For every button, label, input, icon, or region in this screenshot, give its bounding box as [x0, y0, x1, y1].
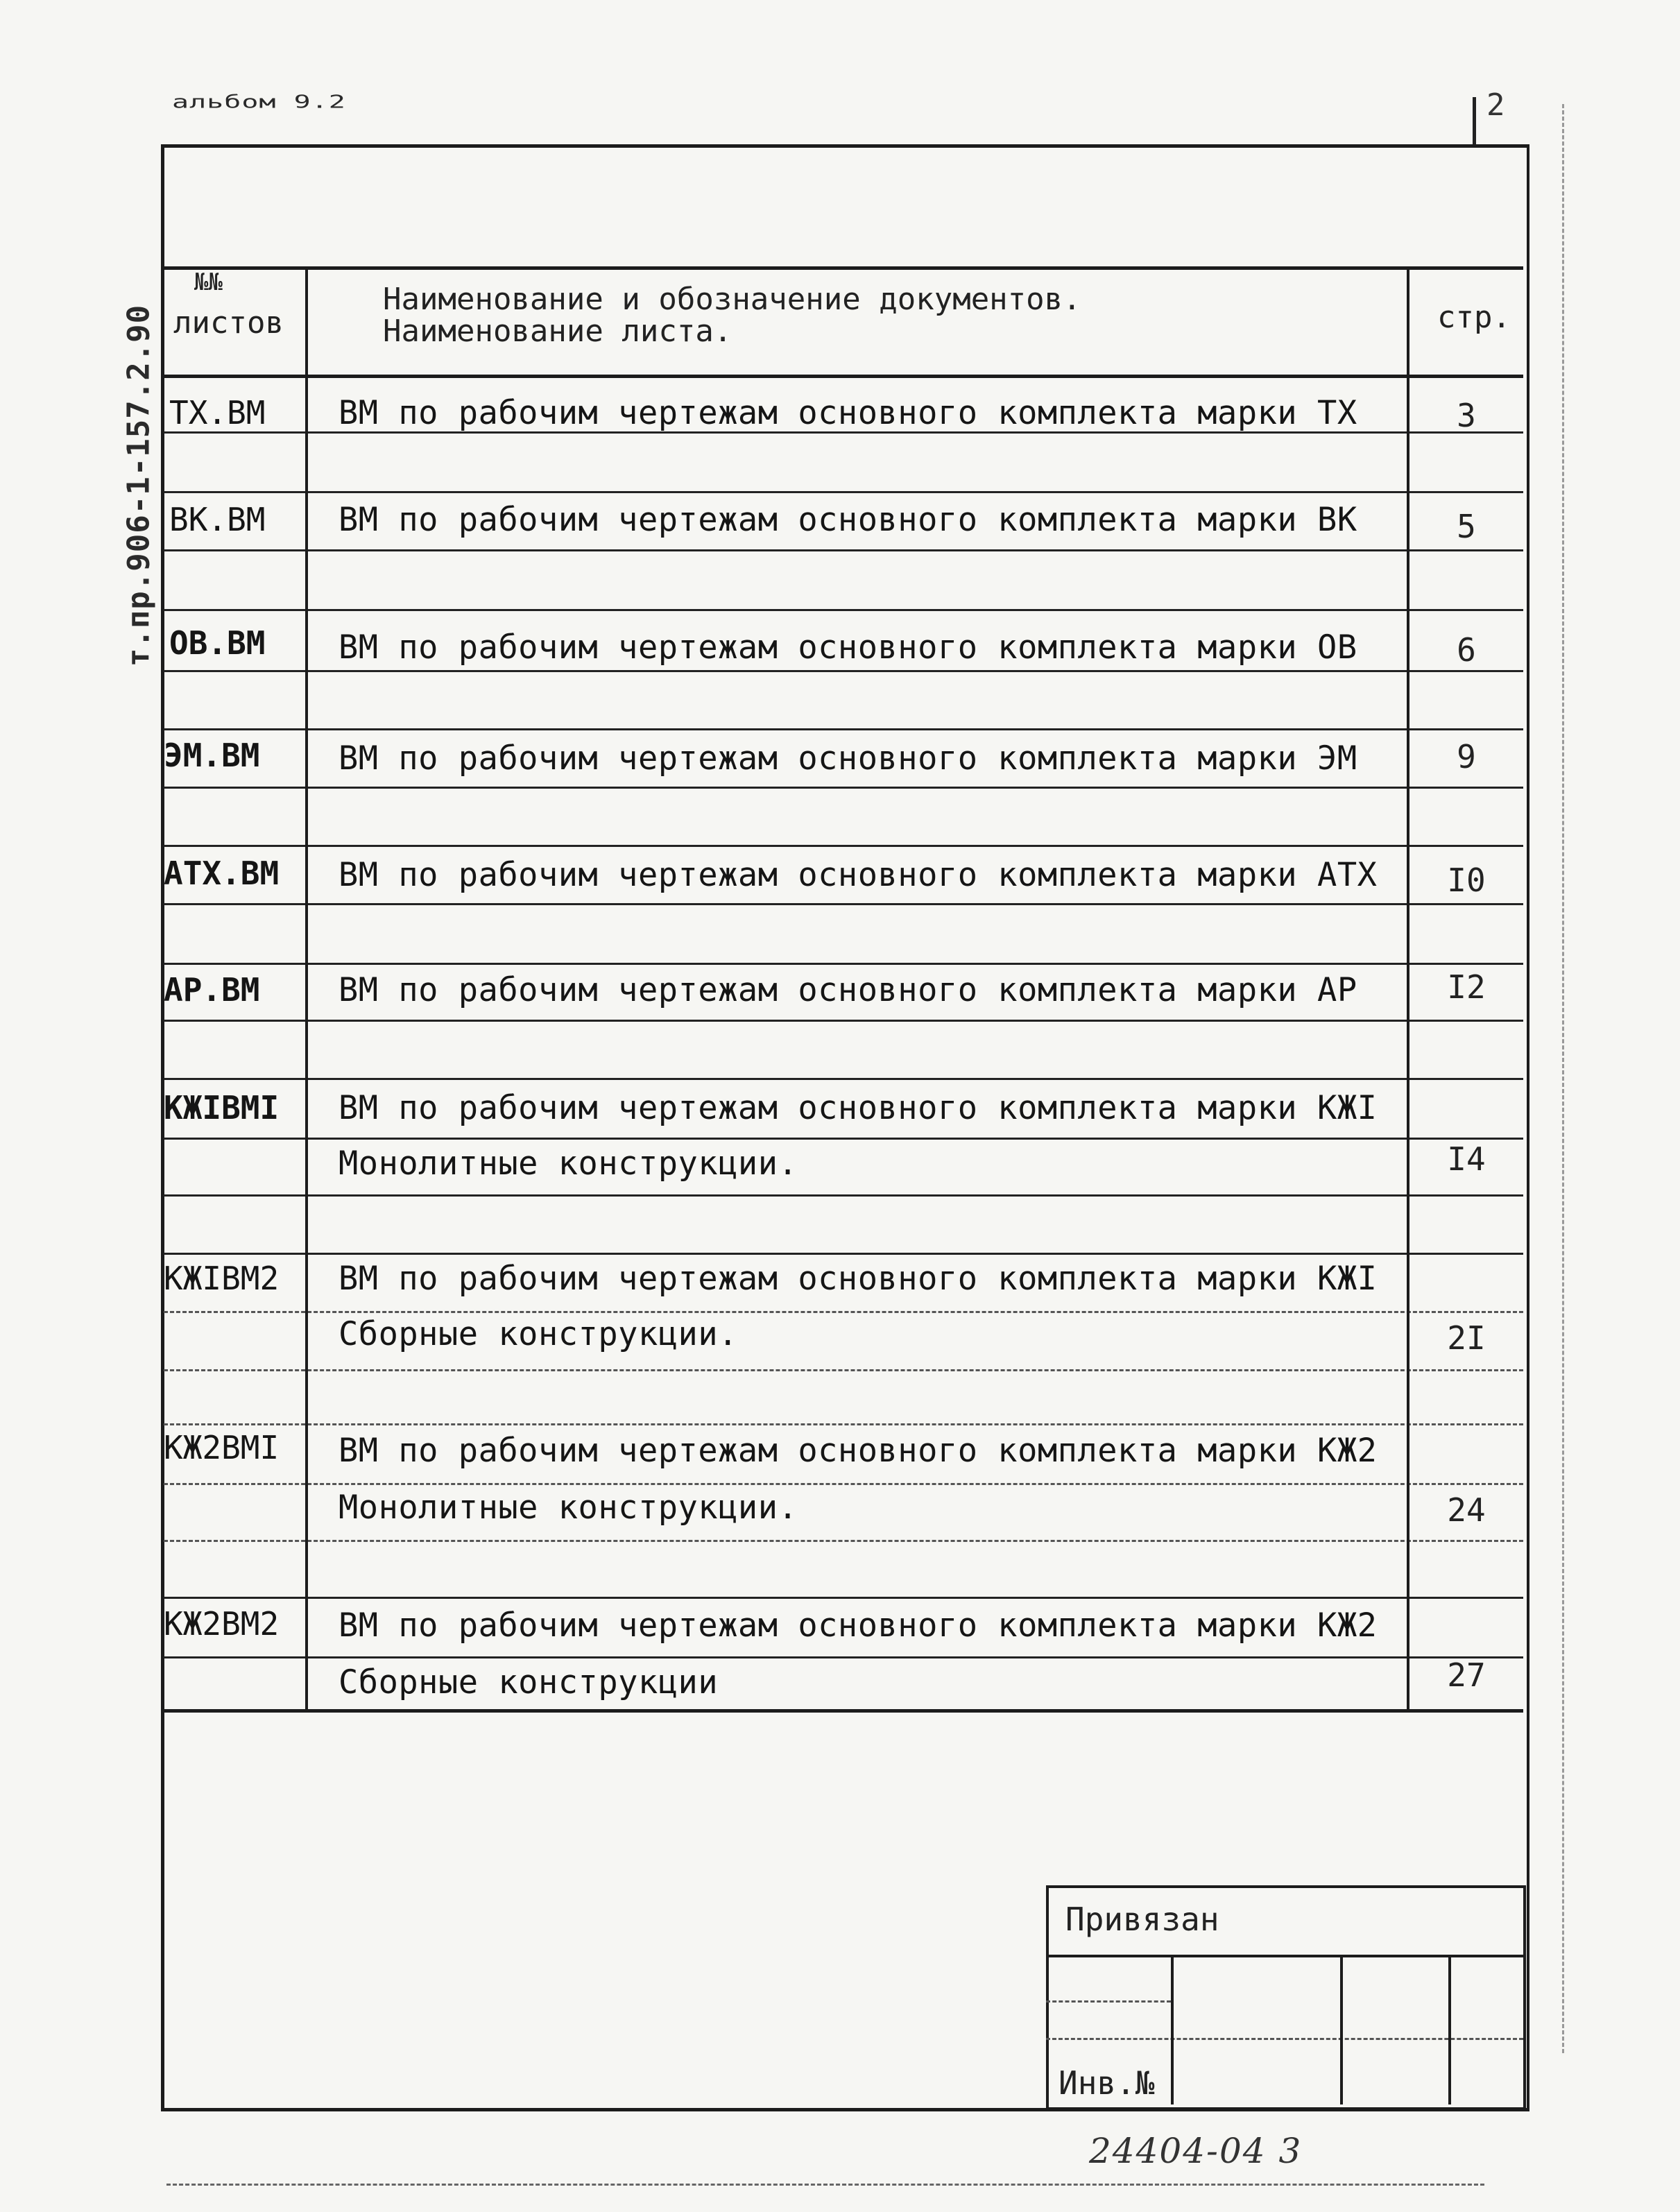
rule [164, 728, 1523, 730]
rule [164, 549, 1523, 551]
row-subtitle: Монолитные конструкции. [338, 1144, 798, 1183]
page-number-divider [1473, 97, 1476, 146]
page-number: 2 [1486, 87, 1505, 123]
row-code: АР.ВМ [164, 971, 260, 1009]
header-title-line2: Наименование листа. [383, 314, 732, 349]
row-page: 6 [1457, 631, 1476, 669]
row-title: ВМ по рабочим чертежам основного комплекта марки ЭМ [338, 739, 1357, 778]
binding-stamp [1046, 1885, 1523, 2107]
side-document-code [111, 277, 166, 680]
rule [164, 903, 1523, 905]
row-title: ВМ по рабочим чертежам основного комплекта марки ВК [338, 501, 1357, 539]
header-sheets: листов [173, 305, 284, 341]
table-top-rule [164, 266, 1523, 270]
stamp-col [1340, 1955, 1343, 2104]
row-page: I4 [1447, 1140, 1486, 1178]
rule [164, 491, 1523, 493]
header-bottom-rule [164, 375, 1523, 378]
row-code: ОВ.ВМ [169, 624, 266, 662]
rule [164, 963, 1523, 965]
row-code: ТХ.ВМ [169, 394, 266, 431]
rule [164, 1597, 1523, 1599]
row-code: КЖ2ВМI [164, 1429, 280, 1466]
row-title: ВМ по рабочим чертежам основного комплекта марки ТХ [338, 394, 1357, 432]
row-code: КЖIВМI [164, 1089, 280, 1126]
row-title: ВМ по рабочим чертежам основного комплекта марки АТХ [338, 856, 1378, 894]
rule [164, 1483, 1523, 1485]
row-page: 5 [1457, 508, 1476, 545]
row-title: ВМ по рабочим чертежам основного комплекта марки КЖ2 [338, 1432, 1378, 1470]
row-subtitle: Сборные конструкции. [338, 1315, 738, 1353]
rule [164, 1138, 1523, 1140]
rule [164, 1078, 1523, 1080]
rule [164, 1311, 1523, 1313]
rule [164, 1369, 1523, 1371]
stamp-rule [1046, 2038, 1523, 2040]
row-subtitle: Монолитные конструкции. [338, 1489, 798, 1527]
rule [164, 670, 1523, 672]
header-page: стр. [1437, 300, 1511, 335]
row-title: ВМ по рабочим чертежам основного комплекта марки АР [338, 971, 1357, 1009]
rule [164, 1656, 1523, 1658]
row-title: ВМ по рабочим чертежам основного комплекта марки ОВ [338, 628, 1357, 667]
rule [164, 1253, 1523, 1255]
side-document-code-text: т.пр.906-1-157.2.90 [121, 304, 157, 667]
row-code: ВК.ВМ [169, 501, 266, 538]
column-divider-code [305, 266, 308, 1712]
right-margin-dashes [1562, 104, 1564, 2053]
stamp-rule [1046, 2000, 1171, 2003]
stamp-col [1171, 1955, 1174, 2104]
header-number-sign: №№ [194, 268, 223, 296]
rule [164, 787, 1523, 789]
rule [164, 1423, 1523, 1425]
row-code: ЭМ.ВМ [164, 737, 260, 774]
row-code: КЖ2ВМ2 [164, 1605, 280, 1643]
rule [164, 1194, 1523, 1197]
rule [164, 609, 1523, 611]
stamp-rule [1046, 1955, 1523, 1957]
rule [164, 1540, 1523, 1542]
row-page: 27 [1447, 1656, 1486, 1694]
bottom-cut-line [166, 2184, 1484, 2186]
page-frame [161, 144, 1529, 2111]
inventory-number: 24404-04 3 [1089, 2131, 1303, 2171]
row-code: КЖIВМ2 [164, 1260, 280, 1297]
row-page: 2I [1447, 1319, 1486, 1357]
row-page: I2 [1447, 968, 1486, 1006]
row-page: 9 [1457, 738, 1476, 775]
row-subtitle: Сборные конструкции [338, 1663, 719, 1701]
row-code: АТХ.ВМ [164, 855, 280, 892]
row-page: I0 [1447, 861, 1486, 899]
stamp-col [1448, 1955, 1451, 2104]
rule [164, 845, 1523, 847]
row-title: ВМ по рабочим чертежам основного комплекта марки КЖ2 [338, 1606, 1378, 1645]
album-header: альбом 9.2 [172, 92, 346, 112]
table-bottom-rule [164, 1709, 1523, 1713]
row-title: ВМ по рабочим чертежам основного комплекта марки КЖI [338, 1260, 1378, 1298]
stamp-bound-label: Привязан [1065, 1901, 1219, 1938]
row-page: 3 [1457, 397, 1476, 434]
rule [164, 1020, 1523, 1022]
row-page: 24 [1447, 1491, 1486, 1529]
header-title-line1: Наименование и обозначение документов. [383, 282, 1081, 317]
row-title: ВМ по рабочим чертежам основного комплекта марки КЖI [338, 1089, 1378, 1127]
stamp-inventory-label: Инв.№ [1058, 2064, 1155, 2102]
